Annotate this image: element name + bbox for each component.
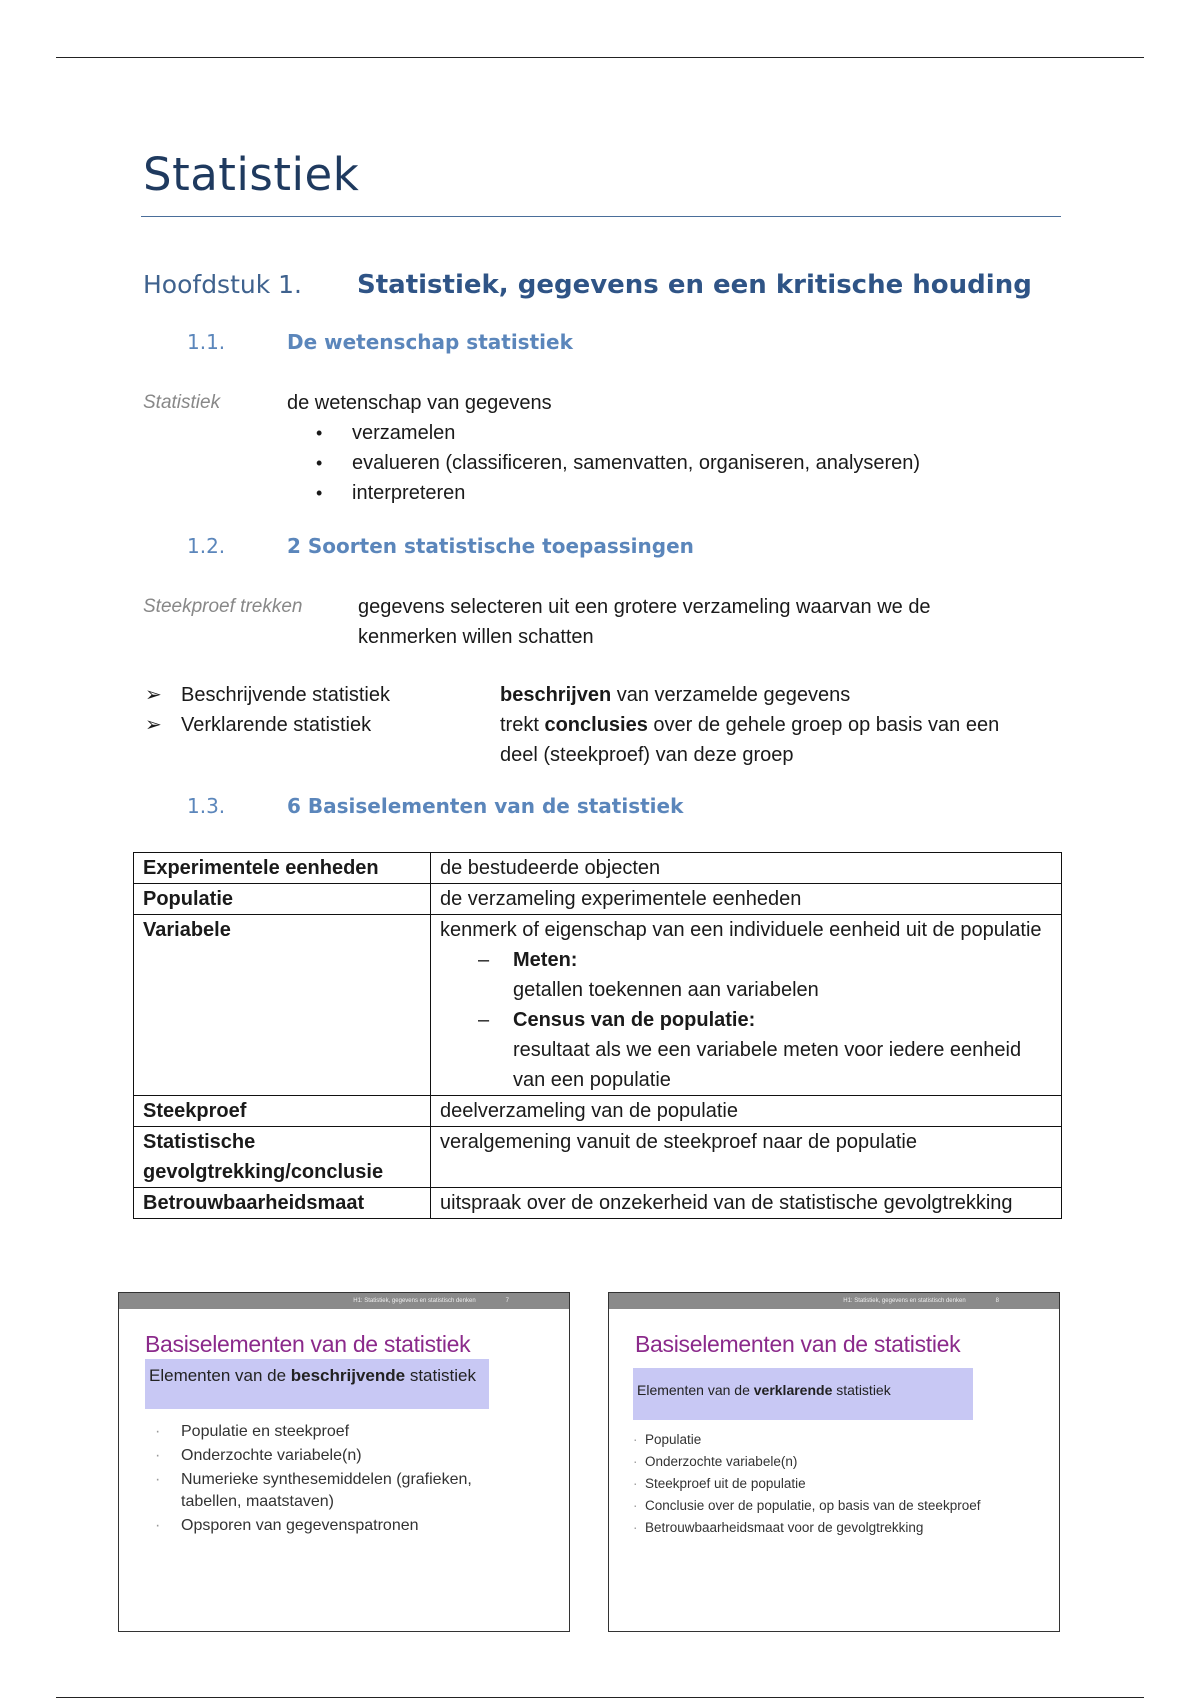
- section-title: 6 Basiselementen van de statistiek: [287, 794, 684, 818]
- slide-page-number: 8: [995, 1298, 999, 1304]
- table-row: [134, 1096, 1062, 1127]
- list-item: · Conclusie over de populatie, op basis van de steekproef: [633, 1495, 1053, 1517]
- bullet-icon: ·: [155, 1423, 161, 1440]
- list-item: · Numerieke synthesemiddelen (grafieken, tabellen, maatstaven): [155, 1471, 472, 1510]
- type-definition: beschrijven van verzamelde gegevens: [500, 684, 851, 706]
- document-title: Statistiek: [143, 148, 360, 201]
- table-cell-definition: de bestudeerde objecten: [431, 853, 1062, 884]
- chapter-number: Hoofdstuk 1.: [143, 270, 303, 299]
- bullet-icon: ·: [633, 1454, 638, 1469]
- slide-subtitle-box: Elementen van de beschrijvende statistiek: [145, 1359, 489, 1409]
- slide-header-bar: H1: Statistiek, gegevens en statistisch denken 7: [119, 1293, 569, 1309]
- section-title: De wetenschap statistiek: [287, 330, 573, 354]
- bullet-icon: •: [316, 423, 323, 443]
- definition-text: de wetenschap van gegevens: [287, 392, 552, 414]
- bullet-icon: ·: [155, 1447, 161, 1464]
- section-number: 1.3.: [187, 794, 226, 818]
- table-cell-definition: kenmerk of eigenschap van een individuele eenheid uit de populatie – Meten: getallen toekennen aan variabelen – Census van de populatie: resultaat als we een variabele meten voor iedere eenheid van een populatie: [431, 915, 1062, 1096]
- slide-page-number: 7: [505, 1298, 509, 1304]
- definition-text: gegevens selecteren uit een grotere verzameling waarvan we de kenmerken willen schatten: [358, 596, 931, 648]
- table-cell-definition: uitspraak over de onzekerheid van de statistische gevolgtrekking: [431, 1188, 1062, 1219]
- bullet-icon: ·: [633, 1520, 638, 1535]
- table-row: [134, 1127, 1062, 1188]
- bullet-icon: ·: [155, 1517, 161, 1534]
- arrow-bullet-icon: ➢: [145, 714, 162, 736]
- slide-title: Basiselementen van de statistiek: [145, 1331, 471, 1357]
- sub-item: – Census van de populatie: resultaat als we een variabele meten voor iedere eenheid van een populatie: [440, 1005, 1052, 1095]
- slide-title: Basiselementen van de statistiek: [635, 1331, 961, 1357]
- sub-item: – Meten: getallen toekennen aan variabelen: [440, 945, 1052, 1005]
- section-title: 2 Soorten statistische toepassingen: [287, 534, 694, 558]
- section-heading-1-1: [187, 330, 573, 354]
- table-cell-term: Variabele: [134, 915, 431, 1096]
- table-cell-term: Statistische gevolgtrekking/conclusie: [134, 1127, 431, 1188]
- table-cell-term: Betrouwbaarheidsmaat: [134, 1188, 431, 1219]
- bullet-icon: ·: [633, 1498, 638, 1513]
- definition-term: Statistiek: [143, 392, 221, 413]
- slide-thumbnail-inferential: [608, 1292, 1060, 1632]
- definition-term: Steekproef trekken: [143, 596, 303, 617]
- list-item: • verzamelen: [316, 418, 920, 448]
- title-underline: [141, 216, 1061, 217]
- list-item: · Steekproef uit de populatie: [633, 1473, 1053, 1495]
- section-heading-1-3: [187, 794, 684, 818]
- table-cell-term: Populatie: [134, 884, 431, 915]
- list-item: · Betrouwbaarheidsmaat voor de gevolgtrekking: [633, 1517, 1053, 1539]
- slide-bullet-list: [155, 1421, 535, 1539]
- table-cell-definition: veralgemening vanuit de steekproef naar de populatie: [431, 1127, 1062, 1188]
- dash-bullet-icon: –: [478, 1009, 490, 1031]
- list-item: • evalueren (classificeren, samenvatten, organiseren, analyseren): [316, 448, 920, 478]
- bullet-icon: •: [316, 453, 323, 473]
- chapter-heading: [143, 270, 1032, 300]
- section-number: 1.1.: [187, 330, 226, 354]
- definition-bullet-list: [316, 418, 920, 508]
- bullet-icon: ·: [633, 1476, 638, 1491]
- table-cell-term: Experimentele eenheden: [134, 853, 431, 884]
- table-row: [134, 915, 1062, 1096]
- arrow-bullet-icon: ➢: [145, 684, 162, 706]
- table-cell-definition: deelverzameling van de populatie: [431, 1096, 1062, 1127]
- slide-header-bar: H1: Statistiek, gegevens en statistisch denken 8: [609, 1293, 1059, 1309]
- type-definition: trekt conclusies over de gehele groep op basis van een deel (steekproef) van deze groep: [500, 714, 1000, 766]
- list-item: · Populatie en steekproef: [155, 1421, 535, 1443]
- table-cell-term: Steekproef: [134, 1096, 431, 1127]
- section-heading-1-2: [187, 534, 694, 558]
- bullet-icon: •: [316, 483, 323, 503]
- slide-thumbnail-descriptive: [118, 1292, 570, 1632]
- table-row: [134, 884, 1062, 915]
- bullet-icon: ·: [633, 1432, 638, 1447]
- bullet-icon: ·: [155, 1471, 161, 1488]
- top-page-rule: [56, 57, 1144, 58]
- slide-subtitle-box: Elementen van de verklarende statistiek: [633, 1368, 973, 1420]
- dash-bullet-icon: –: [478, 949, 490, 971]
- list-item: ➢ Verklarende statistiek: [145, 710, 371, 740]
- chapter-title: Statistiek, gegevens en een kritische houding: [357, 270, 1032, 300]
- bottom-page-rule: [56, 1697, 1144, 1698]
- table-cell-definition: de verzameling experimentele eenheden: [431, 884, 1062, 915]
- basic-elements-table: [133, 852, 1062, 1219]
- table-row: [134, 1188, 1062, 1219]
- list-item: · Opsporen van gegevenspatronen: [155, 1515, 535, 1537]
- table-row: [134, 853, 1062, 884]
- list-item: • interpreteren: [316, 478, 920, 508]
- list-item: · Onderzochte variabele(n): [633, 1451, 1053, 1473]
- section-number: 1.2.: [187, 534, 226, 558]
- slide-bullet-list: [633, 1429, 1053, 1539]
- list-item: · Onderzochte variabele(n): [155, 1445, 535, 1467]
- list-item: · Populatie: [633, 1429, 1053, 1451]
- list-item: ➢ Beschrijvende statistiek: [145, 680, 390, 710]
